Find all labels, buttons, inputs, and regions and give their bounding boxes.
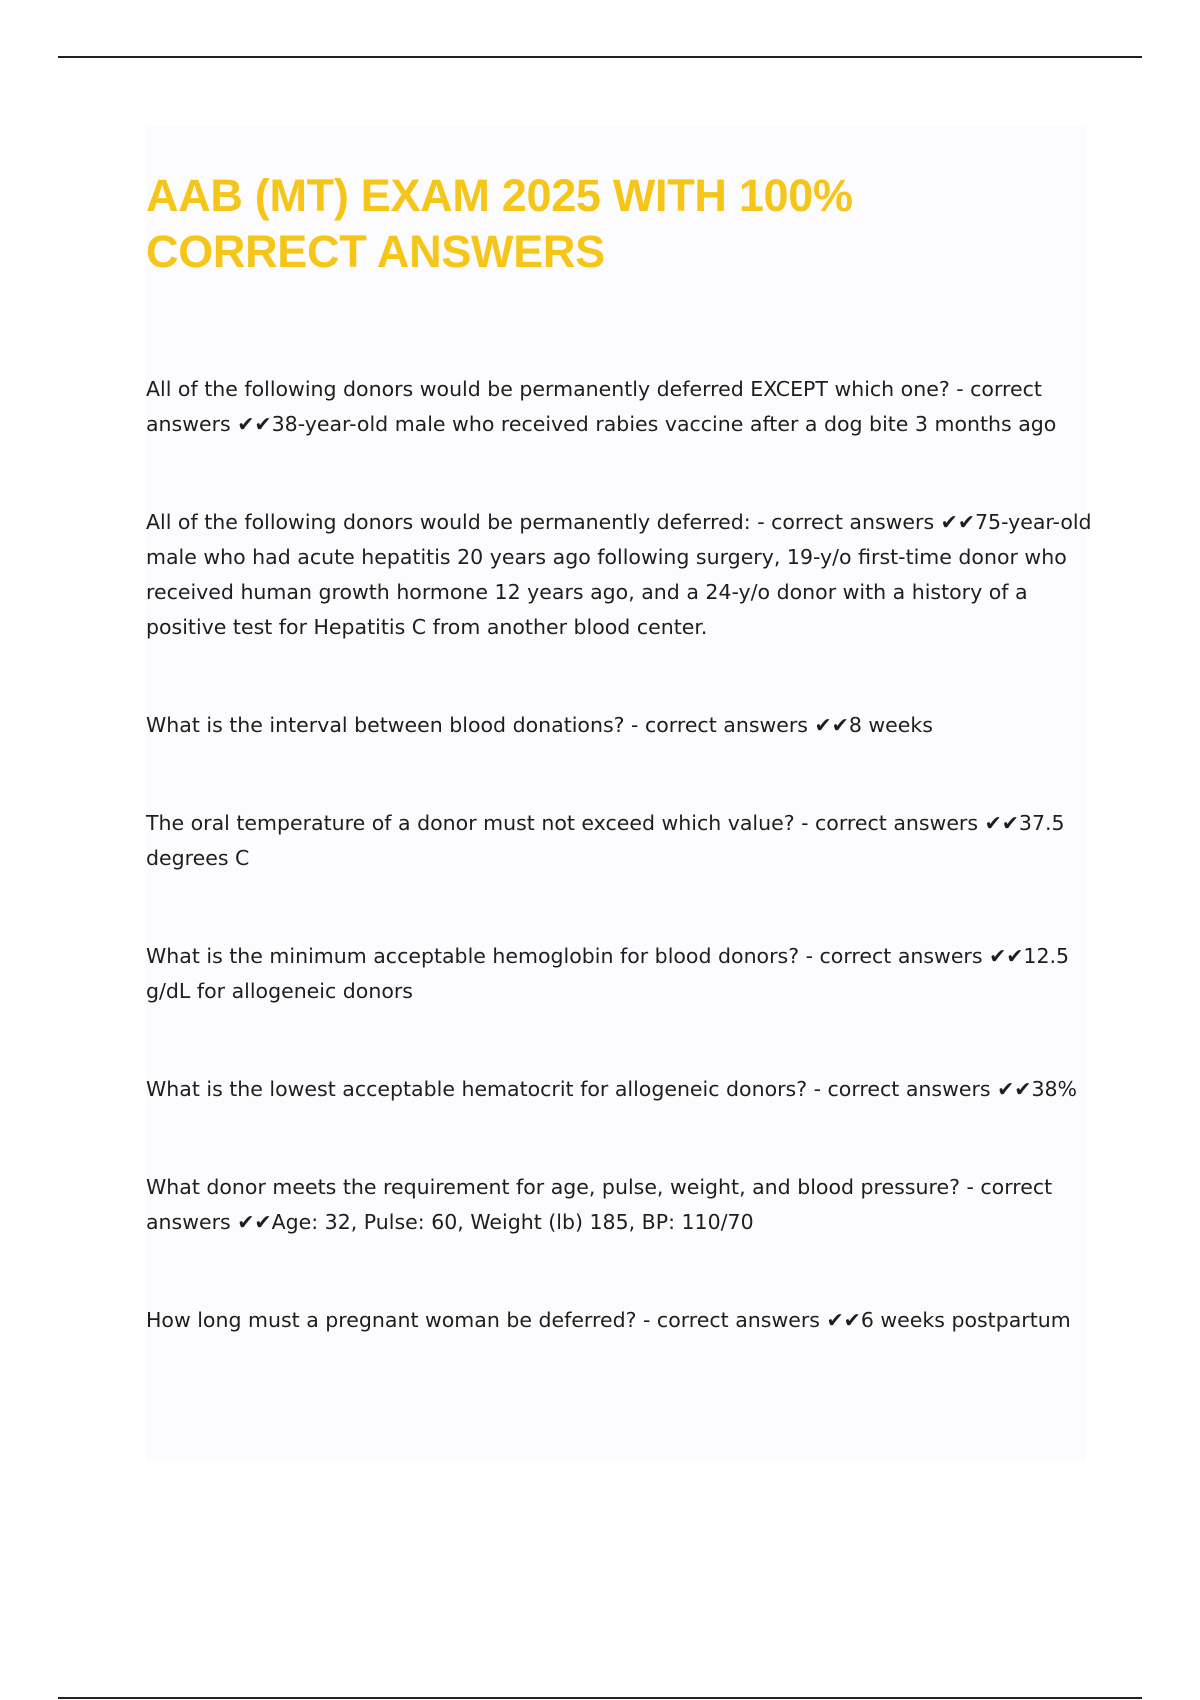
- question-text: All of the following donors would be permanently deferred:: [146, 510, 751, 534]
- answer-separator: - correct answers: [794, 811, 985, 835]
- answer-text: 75-year-old male who had acute hepatitis 20 years ago following surgery, 19-y/o first-time donor who received human growth hormone 12 years ago, and a 24-y/o donor with a history of a positive test for Hepatitis C from another blood center.: [146, 510, 1092, 639]
- answer-separator: - correct answers: [750, 510, 941, 534]
- question-text: What is the minimum acceptable hemoglobin for blood donors?: [146, 944, 800, 968]
- answer-text: Age: 32, Pulse: 60, Weight (lb) 185, BP: 110/70: [271, 1210, 754, 1234]
- double-check-icon: ✔✔: [984, 811, 1019, 835]
- answer-text: 6 weeks postpartum: [860, 1308, 1071, 1332]
- bottom-rule: [58, 1697, 1142, 1699]
- answer-text: 12.5 g/dL for allogeneic donors: [146, 944, 1070, 1003]
- top-rule: [58, 56, 1142, 58]
- qa-item: [146, 1303, 1096, 1338]
- question-text: The oral temperature of a donor must not exceed which value?: [146, 811, 795, 835]
- answer-separator: - correct answers: [799, 944, 990, 968]
- double-check-icon: ✔✔: [237, 1210, 272, 1234]
- qa-item: [146, 939, 1096, 1009]
- question-text: All of the following donors would be permanently deferred EXCEPT which one?: [146, 377, 950, 401]
- answer-text: 38-year-old male who received rabies vaccine after a dog bite 3 months ago: [271, 412, 1057, 436]
- qa-item: [146, 806, 1096, 876]
- answer-text: 38%: [1031, 1077, 1078, 1101]
- double-check-icon: ✔✔: [989, 944, 1024, 968]
- double-check-icon: ✔✔: [826, 1308, 861, 1332]
- qa-item: [146, 372, 1096, 442]
- answer-separator: - correct answers: [636, 1308, 827, 1332]
- qa-item: [146, 708, 1096, 743]
- qa-item: [146, 1072, 1096, 1107]
- double-check-icon: ✔✔: [237, 412, 272, 436]
- question-text: What donor meets the requirement for age, pulse, weight, and blood pressure?: [146, 1175, 960, 1199]
- question-text: What is the interval between blood donations?: [146, 713, 625, 737]
- answer-separator: - correct answers: [807, 1077, 998, 1101]
- answer-separator: - correct answers: [146, 377, 1042, 436]
- answer-text: 8 weeks: [848, 713, 933, 737]
- qa-item: [146, 505, 1096, 645]
- qa-item: [146, 1170, 1096, 1240]
- answer-separator: - correct answers: [146, 1175, 1053, 1234]
- qa-list: [146, 372, 1092, 1338]
- document-body: [146, 126, 1092, 1461]
- question-text: How long must a pregnant woman be deferred?: [146, 1308, 637, 1332]
- double-check-icon: ✔✔: [814, 713, 849, 737]
- document-title: AAB (MT) EXAM 2025 WITH 100% CORRECT ANSWERS: [146, 170, 853, 277]
- double-check-icon: ✔✔: [997, 1077, 1032, 1101]
- answer-separator: - correct answers: [624, 713, 815, 737]
- question-text: What is the lowest acceptable hematocrit for allogeneic donors?: [146, 1077, 808, 1101]
- answer-text: 37.5 degrees C: [146, 811, 1065, 870]
- double-check-icon: ✔✔: [940, 510, 975, 534]
